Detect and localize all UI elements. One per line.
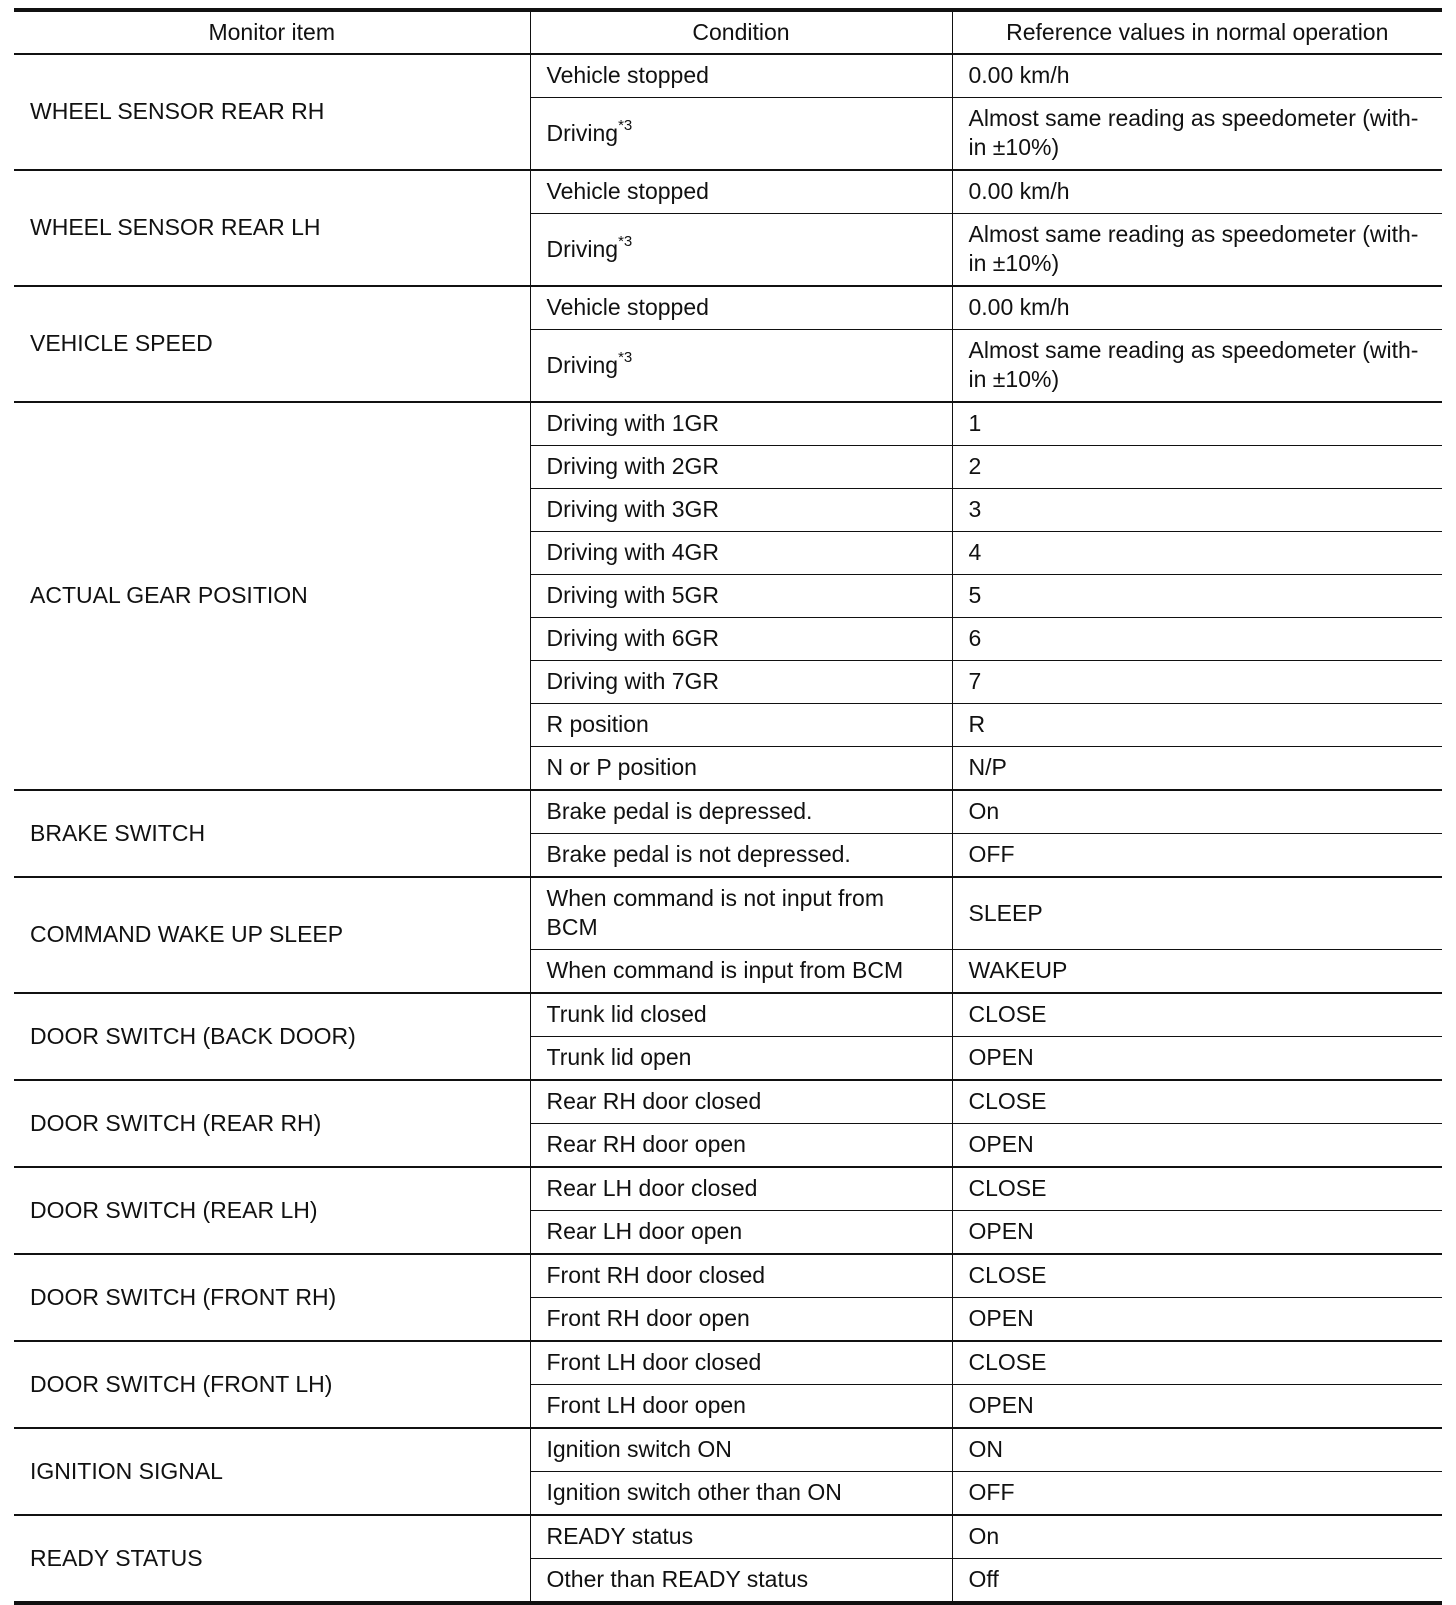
table-row — [14, 286, 1442, 330]
condition-cell — [530, 446, 952, 489]
table-row — [14, 993, 1442, 1037]
table-row — [14, 1341, 1442, 1385]
condition-text: Driving with 1GR — [546, 410, 720, 436]
condition-text: Ignition switch ON — [546, 1436, 732, 1462]
reference-value-cell: CLOSE — [952, 1167, 1442, 1211]
reference-value-cell: Off — [952, 1559, 1442, 1604]
reference-value-cell: 1 — [952, 402, 1442, 446]
reference-value-cell: 5 — [952, 575, 1442, 618]
condition-cell — [530, 1211, 952, 1255]
condition-text: Driving with 7GR — [546, 668, 720, 694]
condition-cell — [530, 575, 952, 618]
condition-text: Front RH door open — [546, 1305, 750, 1331]
reference-value-cell: R — [952, 704, 1442, 747]
reference-value-cell: On — [952, 1515, 1442, 1559]
footnote-marker: *3 — [618, 116, 633, 134]
condition-cell — [530, 950, 952, 994]
monitor-item-cell: DOOR SWITCH (FRONT RH) — [14, 1254, 530, 1341]
table-row — [14, 170, 1442, 214]
reference-value-cell: 3 — [952, 489, 1442, 532]
reference-value-cell: 6 — [952, 618, 1442, 661]
condition-cell — [530, 286, 952, 330]
monitor-item-cell: DOOR SWITCH (BACK DOOR) — [14, 993, 530, 1080]
condition-cell — [530, 489, 952, 532]
condition-text: When command is not input from BCM — [546, 885, 884, 940]
table-row — [14, 1080, 1442, 1124]
condition-text: Driving — [546, 235, 619, 262]
condition-cell — [530, 618, 952, 661]
condition-cell — [530, 532, 952, 575]
condition-text: Front RH door closed — [546, 1262, 766, 1288]
condition-cell — [530, 1298, 952, 1342]
reference-value-cell: Almost same reading as speedometer (with-in ±10%) — [952, 98, 1442, 171]
condition-text: Rear LH door open — [546, 1218, 743, 1244]
reference-value-cell: 0.00 km/h — [952, 54, 1442, 98]
condition-cell — [530, 993, 952, 1037]
condition-text: Brake pedal is not depressed. — [546, 841, 851, 867]
reference-value-cell: CLOSE — [952, 993, 1442, 1037]
reference-value-cell: OFF — [952, 834, 1442, 878]
reference-value-cell: OPEN — [952, 1124, 1442, 1168]
table-row — [14, 1167, 1442, 1211]
reference-value-cell: CLOSE — [952, 1080, 1442, 1124]
monitor-reference-table — [14, 8, 1442, 1605]
reference-value-cell: 0.00 km/h — [952, 286, 1442, 330]
monitor-item-cell: BRAKE SWITCH — [14, 790, 530, 877]
condition-cell — [530, 330, 952, 403]
reference-value-cell: CLOSE — [952, 1254, 1442, 1298]
condition-text: Driving with 3GR — [546, 496, 720, 522]
reference-value-cell: 0.00 km/h — [952, 170, 1442, 214]
monitor-item-cell: WHEEL SENSOR REAR LH — [14, 170, 530, 286]
reference-value-cell: N/P — [952, 747, 1442, 791]
monitor-item-cell: ACTUAL GEAR POSITION — [14, 402, 530, 790]
header-reference-values: Reference values in normal operation — [952, 10, 1442, 54]
reference-value-cell: ON — [952, 1428, 1442, 1472]
condition-text: Driving with 2GR — [546, 453, 720, 479]
condition-text: Rear RH door open — [546, 1131, 746, 1157]
monitor-item-cell: DOOR SWITCH (FRONT LH) — [14, 1341, 530, 1428]
condition-text: Driving with 6GR — [546, 625, 720, 651]
condition-text: Front LH door open — [546, 1392, 746, 1418]
footnote-marker: *3 — [618, 348, 633, 366]
condition-text: When command is input from BCM — [546, 957, 904, 983]
condition-cell — [530, 1124, 952, 1168]
monitor-item-cell: VEHICLE SPEED — [14, 286, 530, 402]
table-row — [14, 790, 1442, 834]
condition-cell — [530, 1167, 952, 1211]
condition-text: Driving — [546, 119, 619, 146]
condition-text: Driving with 4GR — [546, 539, 720, 565]
table-row — [14, 1254, 1442, 1298]
condition-cell — [530, 747, 952, 791]
condition-cell — [530, 1080, 952, 1124]
table-row — [14, 1428, 1442, 1472]
table-row — [14, 54, 1442, 98]
condition-cell — [530, 1428, 952, 1472]
condition-text: Trunk lid open — [546, 1044, 692, 1070]
reference-value-cell: OFF — [952, 1472, 1442, 1516]
monitor-item-cell: IGNITION SIGNAL — [14, 1428, 530, 1515]
condition-cell — [530, 1559, 952, 1604]
monitor-item-cell: DOOR SWITCH (REAR RH) — [14, 1080, 530, 1167]
condition-text: Front LH door closed — [546, 1349, 762, 1375]
header-monitor-item: Monitor item — [14, 10, 530, 54]
reference-value-cell: OPEN — [952, 1385, 1442, 1429]
reference-value-cell: Almost same reading as speedometer (with-in ±10%) — [952, 330, 1442, 403]
condition-cell — [530, 54, 952, 98]
table-row — [14, 402, 1442, 446]
condition-text: Vehicle stopped — [546, 62, 709, 88]
condition-text: Driving with 5GR — [546, 582, 720, 608]
condition-cell — [530, 1472, 952, 1516]
table-row — [14, 877, 1442, 950]
monitor-item-cell: DOOR SWITCH (REAR LH) — [14, 1167, 530, 1254]
reference-value-cell: 7 — [952, 661, 1442, 704]
condition-cell — [530, 834, 952, 878]
condition-text: N or P position — [546, 754, 697, 780]
monitor-reference-table-container — [14, 8, 1442, 1605]
reference-value-cell: CLOSE — [952, 1341, 1442, 1385]
condition-text: Rear LH door closed — [546, 1175, 758, 1201]
condition-cell — [530, 1254, 952, 1298]
condition-text: Vehicle stopped — [546, 294, 709, 320]
table-header — [14, 10, 1442, 54]
condition-cell — [530, 790, 952, 834]
reference-value-cell: WAKEUP — [952, 950, 1442, 994]
monitor-item-cell: WHEEL SENSOR REAR RH — [14, 54, 530, 170]
reference-value-cell: OPEN — [952, 1037, 1442, 1081]
reference-value-cell: 4 — [952, 532, 1442, 575]
condition-cell — [530, 1385, 952, 1429]
condition-text: Vehicle stopped — [546, 178, 709, 204]
monitor-item-cell: READY STATUS — [14, 1515, 530, 1603]
reference-value-cell: OPEN — [952, 1298, 1442, 1342]
condition-text: Brake pedal is depressed. — [546, 798, 813, 824]
condition-cell — [530, 661, 952, 704]
condition-cell — [530, 1037, 952, 1081]
table-row — [14, 1515, 1442, 1559]
header-condition: Condition — [530, 10, 952, 54]
condition-text: Other than READY status — [546, 1566, 809, 1592]
condition-cell — [530, 704, 952, 747]
condition-cell — [530, 98, 952, 171]
reference-value-cell: On — [952, 790, 1442, 834]
condition-text: Ignition switch other than ON — [546, 1479, 842, 1505]
condition-cell — [530, 214, 952, 287]
condition-cell — [530, 402, 952, 446]
reference-value-cell: 2 — [952, 446, 1442, 489]
header-row — [14, 10, 1442, 54]
condition-text: R position — [546, 711, 649, 737]
condition-text: Rear RH door closed — [546, 1088, 762, 1114]
condition-cell — [530, 877, 952, 950]
condition-cell — [530, 170, 952, 214]
reference-value-cell: Almost same reading as speedometer (with-in ±10%) — [952, 214, 1442, 287]
reference-value-cell: OPEN — [952, 1211, 1442, 1255]
condition-cell — [530, 1515, 952, 1559]
reference-value-cell: SLEEP — [952, 877, 1442, 950]
footnote-marker: *3 — [618, 232, 633, 250]
condition-text: READY status — [546, 1523, 694, 1549]
condition-cell — [530, 1341, 952, 1385]
condition-text: Driving — [546, 351, 619, 378]
condition-text: Trunk lid closed — [546, 1001, 707, 1027]
table-body — [14, 54, 1442, 1603]
monitor-item-cell: COMMAND WAKE UP SLEEP — [14, 877, 530, 993]
